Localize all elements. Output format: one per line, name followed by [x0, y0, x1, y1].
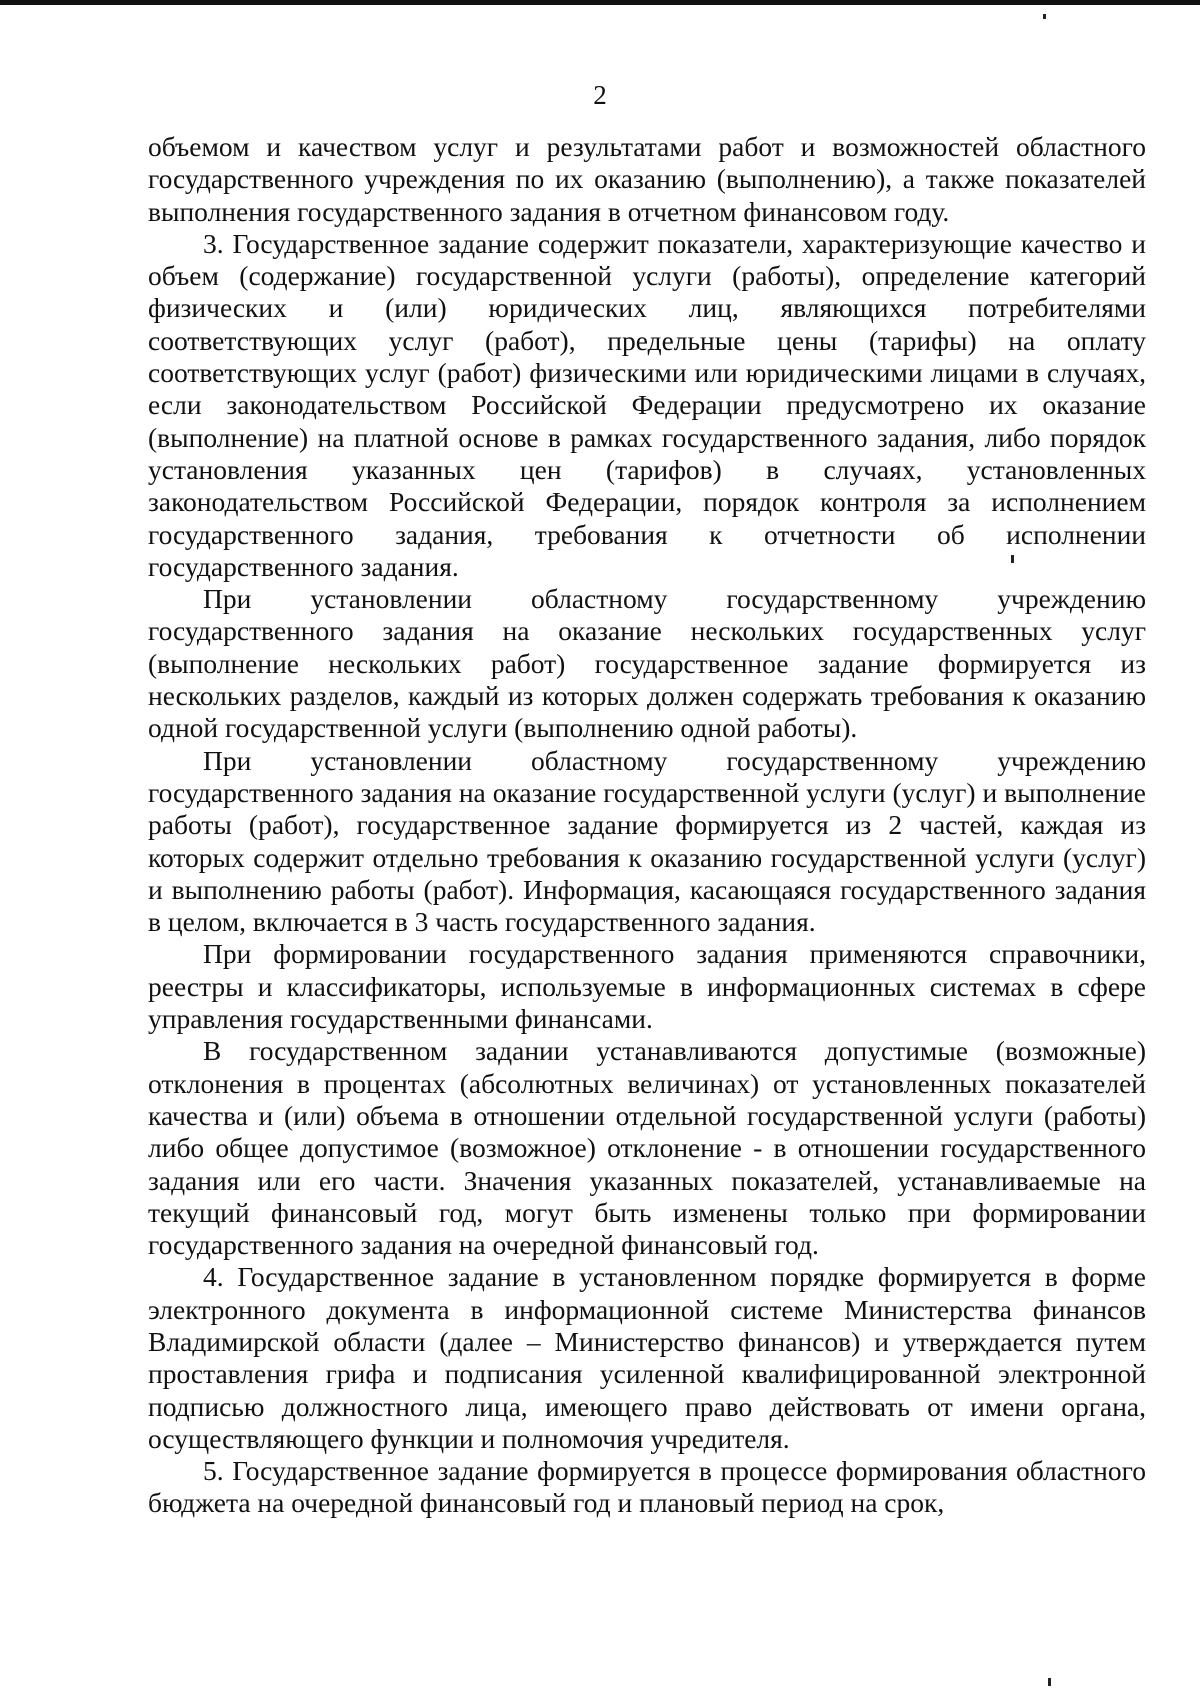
paragraph-item-5: 5. Государственное задание формируется в процессе формирования областного бюджета на очередной финансовый год и плановый период на срок,	[148, 1455, 1146, 1519]
paragraph-item-4: 4. Государственное задание в установленном порядке формируется в форме электронного документа в информационной системе Министерства финансов Владимирской области (далее – Министерство финансов) и утверждается путем проставления грифа и подписания усиленной квалифицированной электронной подписью должностного лица, имеющего право действовать от имени органа, осуществляющего функции и полномочия учредителя.	[148, 1261, 1146, 1454]
scan-speck	[1011, 555, 1014, 563]
document-body	[148, 131, 1146, 1520]
paragraph-item-3: 3. Государственное задание содержит показатели, характеризующие качество и объем (содержание) государственной услуги (работы), определение категорий физических и (или) юридических лиц, являющихся потребителями соответствующих услуг (работ), предельные цены (тарифы) на оплату соответствующих услуг (работ) физическими или юридическими лицами в случаях, если законодательством Российской Федерации предусмотрено их оказание (выполнение) на платной основе в рамках государственного задания, либо порядок установления указанных цен (тарифов) в случаях, установленных законодательством Российской Федерации, порядок контроля за исполнением государственного задания, требования к отчетности об исполнении государственного задания.	[148, 227, 1146, 582]
paragraph-services-and-works: При установлении областному государственному учреждению государственного задания на оказание государственной услуги (услуг) и выполнение работы (работ), государственное задание формируется из 2 частей, каждая из которых содержит отдельно требования к оказанию государственной услуги (услуг) и выполнению работы (работ). Информация, касающаяся государственного задания в целом, включается в 3 часть государственного задания.	[148, 744, 1146, 938]
scan-speck	[1048, 1678, 1051, 1686]
paragraph-several-services: При установлении областному государственному учреждению государственного задания на оказание нескольких государственных услуг (выполнение нескольких работ) государственное задание формируется из нескольких разделов, каждый из которых должен содержать требования к оказанию одной государственной услуги (выполнению одной работы).	[148, 583, 1146, 744]
paragraph-reference-books: При формировании государственного задания применяются справочники, реестры и классификаторы, используемые в информационных системах в сфере управления государственными финансами.	[148, 938, 1146, 1035]
scan-speck	[1043, 14, 1046, 19]
page-number: 2	[593, 80, 607, 110]
paragraph-continuation: объемом и качеством услуг и результатами работ и возможностей областного государственного учреждения по их оказанию (выполнению), а также показателей выполнения государственного задания в отчетном финансовом году.	[148, 131, 1146, 227]
scan-top-edge	[0, 0, 1200, 5]
paragraph-deviations: В государственном задании устанавливаются допустимые (возможные) отклонения в процентах (абсолютных величинах) от установленных показателей качества и (или) объема в отношении отдельной государственной услуги (работы) либо общее допустимое (возможное) отклонение - в отношении государственного задания или его части. Значения указанных показателей, устанавливаемые на текущий финансовый год, могут быть изменены только при формировании государственного задания на очередной финансовый год.	[148, 1035, 1146, 1261]
